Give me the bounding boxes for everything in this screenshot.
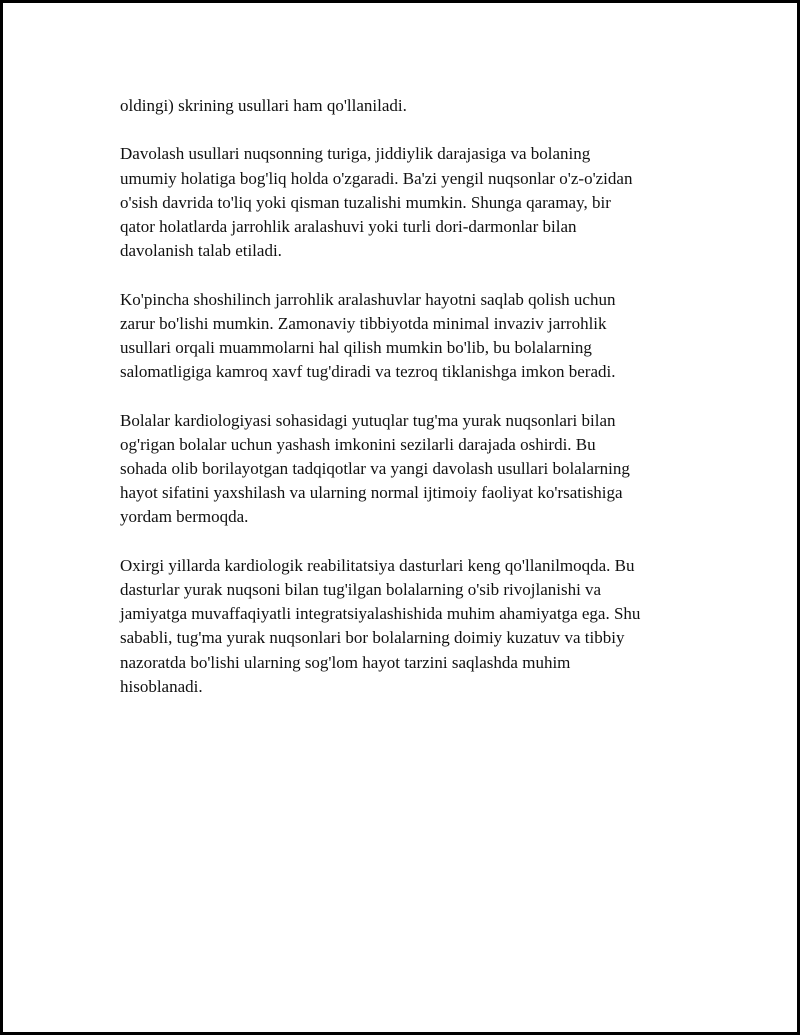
paragraph-4: Bolalar kardiologiyasi sohasidagi yutuqlar tug'ma yurak nuqsonlari bilan og'rigan bolalar uchun yashash imkonini sezilarli darajada oshirdi. Bu sohada olib borilayotgan tadqiqotlar va yangi davolash usullari bolalarning hayot sifatini yaxshilash va ularning normal ijtimoiy faoliyat ko'rsatishiga yordam bermoqda. [120,410,630,527]
document-body [120,94,700,723]
paragraph-1: oldingi) skrining usullari ham qo'llaniladi. [120,96,407,115]
paragraph-3: Ko'pincha shoshilinch jarrohlik aralashuvlar hayotni saqlab qolish uchun zarur bo'lishi mumkin. Zamonaviy tibbiyotda minimal invaziv jarrohlik usullari orqali muammolarni hal qilish mumkin bo'lib, bu bolalarning salomatligiga kamroq xavf tug'diradi va tezroq tiklanishga imkon beradi. [120,289,616,382]
paragraph-2: Davolash usullari nuqsonning turiga, jiddiylik darajasiga va bolaning umumiy holatiga bog'liq holda o'zgaradi. Ba'zi yengil nuqsonlar o'z-o'zidan o'sish davrida to'liq yoki qisman tuzalishi mumkin. Shunga qaramay, bir qator holatlarda jarrohlik aralashuvi yoki turli dori-darmonlar bilan davolanish talab etiladi. [120,144,633,261]
paragraph-5: Oxirgi yillarda kardiologik reabilitatsiya dasturlari keng qo'llanilmoqda. Bu dasturlar yurak nuqsoni bilan tug'ilgan bolalarning o'sib rivojlanishi va jamiyatga muvaffaqiyatli integratsiyalashishida muhim ahamiyatga ega. Shu sababli, tug'ma yurak nuqsonlari bor bolalarning doimiy kuzatuv va tibbiy nazoratda bo'lishi ularning sog'lom hayot tarzini saqlashda muhim hisoblanadi. [120,555,641,696]
